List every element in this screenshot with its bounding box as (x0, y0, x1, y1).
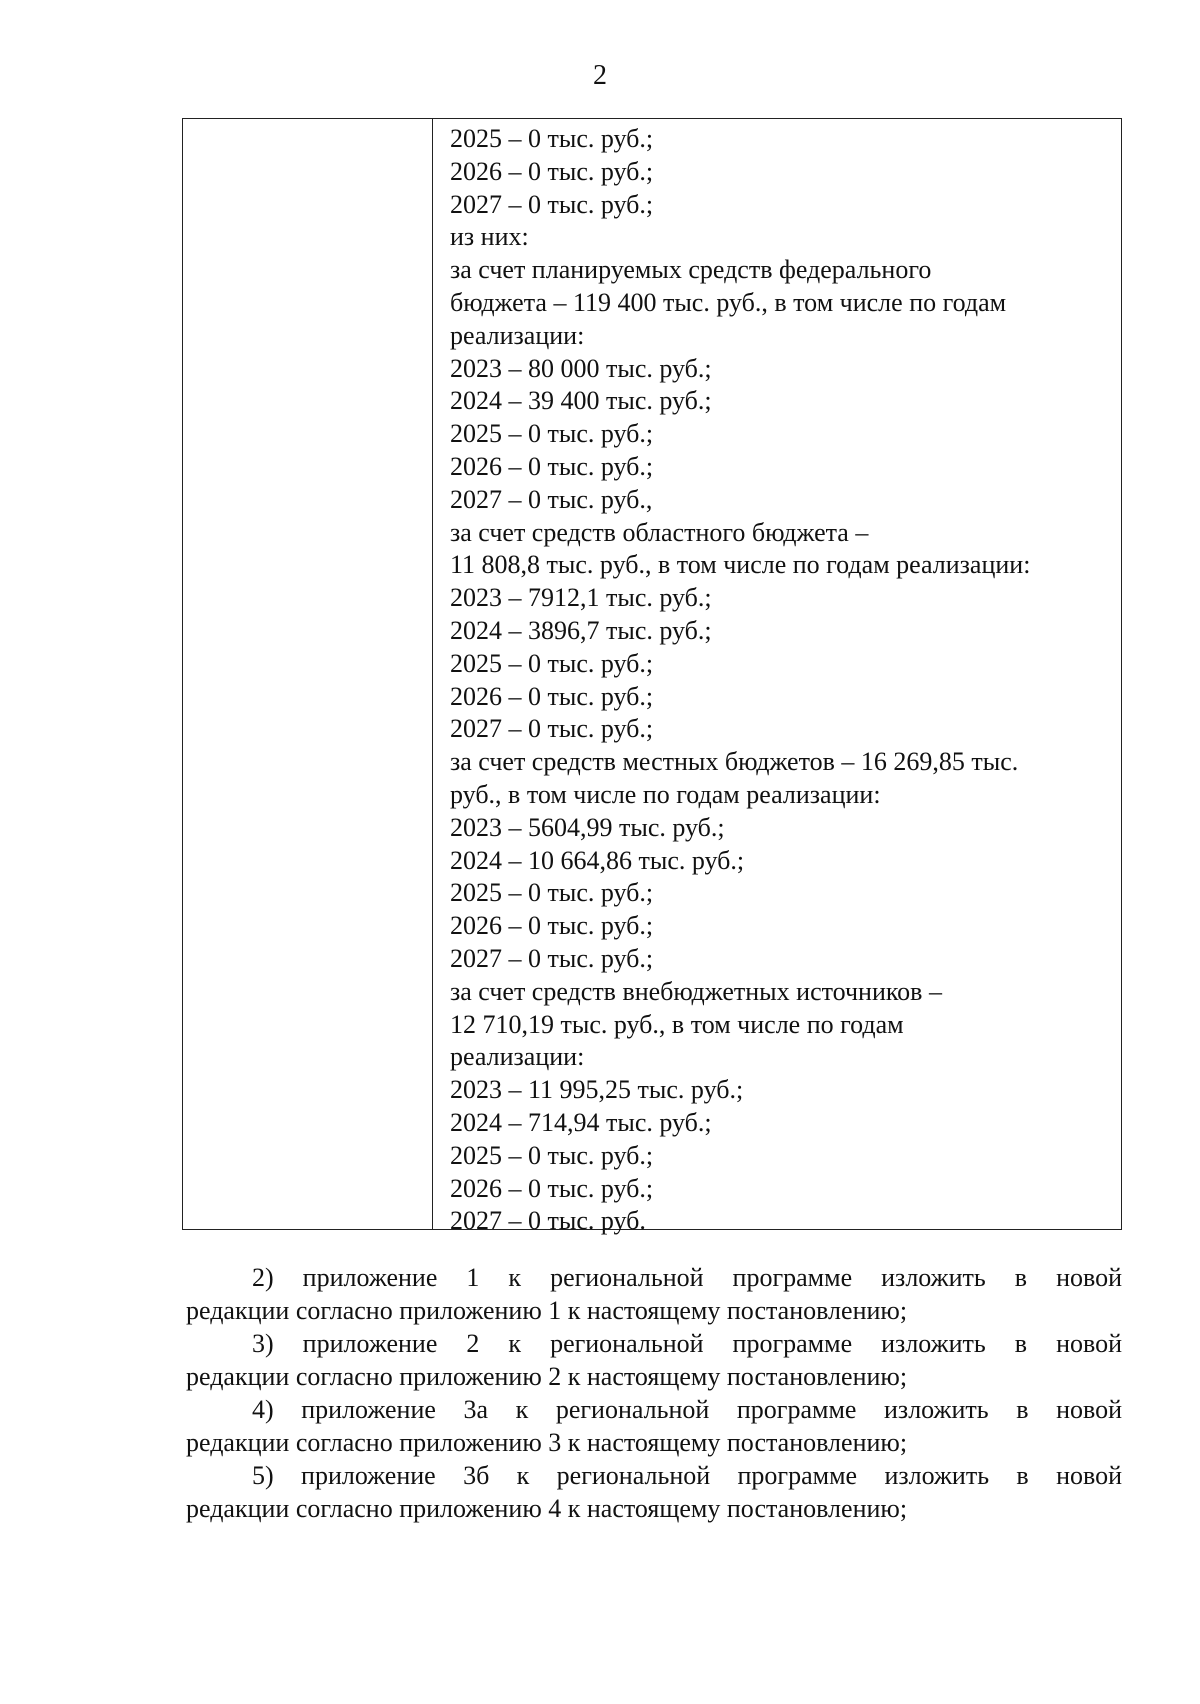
table-line: 2026 – 0 тыс. руб.; (450, 451, 654, 481)
table-line: за счет средств местных бюджетов – 16 269,85 тыс. (450, 747, 1019, 777)
table-right-cell (433, 119, 1121, 1236)
table-line: 2025 – 0 тыс. руб.; (450, 124, 654, 153)
table-line: реализации: (450, 320, 585, 350)
table-line: 2025 – 0 тыс. руб.; (450, 419, 654, 449)
amendment-item-first-line: 3) приложение 2 к региональной программе изложить в новой (252, 1329, 1122, 1359)
amendment-paragraphs (186, 1262, 1122, 1526)
table-line: 2024 – 3896,7 тыс. руб.; (450, 615, 712, 645)
table-line: 2027 – 0 тыс. руб. (450, 1206, 646, 1236)
table-line: 2024 – 10 664,86 тыс. руб.; (450, 845, 745, 875)
table-line: 2027 – 0 тыс. руб.; (450, 943, 654, 973)
amendment-item-first-line: 5) приложение 3б к региональной программе изложить в новой (252, 1461, 1122, 1491)
table-line: 2023 – 5604,99 тыс. руб.; (450, 812, 725, 842)
table-line: 2025 – 0 тыс. руб.; (450, 878, 654, 908)
table-line: за счет планируемых средств федерального (450, 255, 932, 285)
amendment-item-first-line: 2) приложение 1 к региональной программе изложить в новой (252, 1263, 1122, 1292)
table-line: бюджета – 119 400 тыс. руб., в том числе по годам (450, 287, 1007, 317)
amendment-item (186, 1460, 1122, 1526)
financing-table (182, 118, 1122, 1236)
page-number: 2 (593, 60, 607, 91)
table-line: 2026 – 0 тыс. руб.; (450, 1173, 654, 1203)
table-line: 12 710,19 тыс. руб., в том числе по годам (450, 1009, 904, 1039)
table-line: реализации: (450, 1042, 585, 1072)
table-line: 2024 – 714,94 тыс. руб.; (450, 1107, 712, 1137)
table-line: 2025 – 0 тыс. руб.; (450, 648, 654, 678)
amendment-item (186, 1328, 1122, 1394)
amendment-item-second-line: редакции согласно приложению 3 к настоящему постановлению; (186, 1427, 908, 1457)
amendment-item-second-line: редакции согласно приложению 4 к настоящему постановлению; (186, 1494, 908, 1524)
amendment-item-second-line: редакции согласно приложению 2 к настоящему постановлению; (186, 1361, 908, 1391)
table-line: 2025 – 0 тыс. руб.; (450, 1140, 654, 1170)
table-line: 2026 – 0 тыс. руб.; (450, 156, 654, 186)
amendment-item (186, 1262, 1122, 1328)
table-line: 2027 – 0 тыс. руб.; (450, 189, 654, 219)
table-line: за счет средств внебюджетных источников – (450, 976, 942, 1006)
amendment-item-first-line: 4) приложение 3а к региональной программе изложить в новой (252, 1395, 1122, 1425)
table-line: 2024 – 39 400 тыс. руб.; (450, 386, 712, 416)
table-line: 2023 – 80 000 тыс. руб.; (450, 353, 712, 383)
table-line: 2026 – 0 тыс. руб.; (450, 681, 654, 711)
amendment-item-second-line: редакции согласно приложению 1 к настоящему постановлению; (186, 1295, 908, 1325)
amendment-item (186, 1394, 1122, 1460)
table-line: 11 808,8 тыс. руб., в том числе по годам реализации: (450, 550, 1031, 580)
table-line: руб., в том числе по годам реализации: (450, 779, 881, 809)
table-left-cell (183, 119, 433, 1229)
table-line: за счет средств областного бюджета – (450, 517, 869, 547)
table-line: 2026 – 0 тыс. руб.; (450, 911, 654, 941)
table-line: из них: (450, 222, 529, 252)
table-line: 2023 – 11 995,25 тыс. руб.; (450, 1075, 744, 1105)
table-line: 2023 – 7912,1 тыс. руб.; (450, 583, 712, 613)
table-line: 2027 – 0 тыс. руб., (450, 484, 653, 514)
table-line: 2027 – 0 тыс. руб.; (450, 714, 654, 744)
